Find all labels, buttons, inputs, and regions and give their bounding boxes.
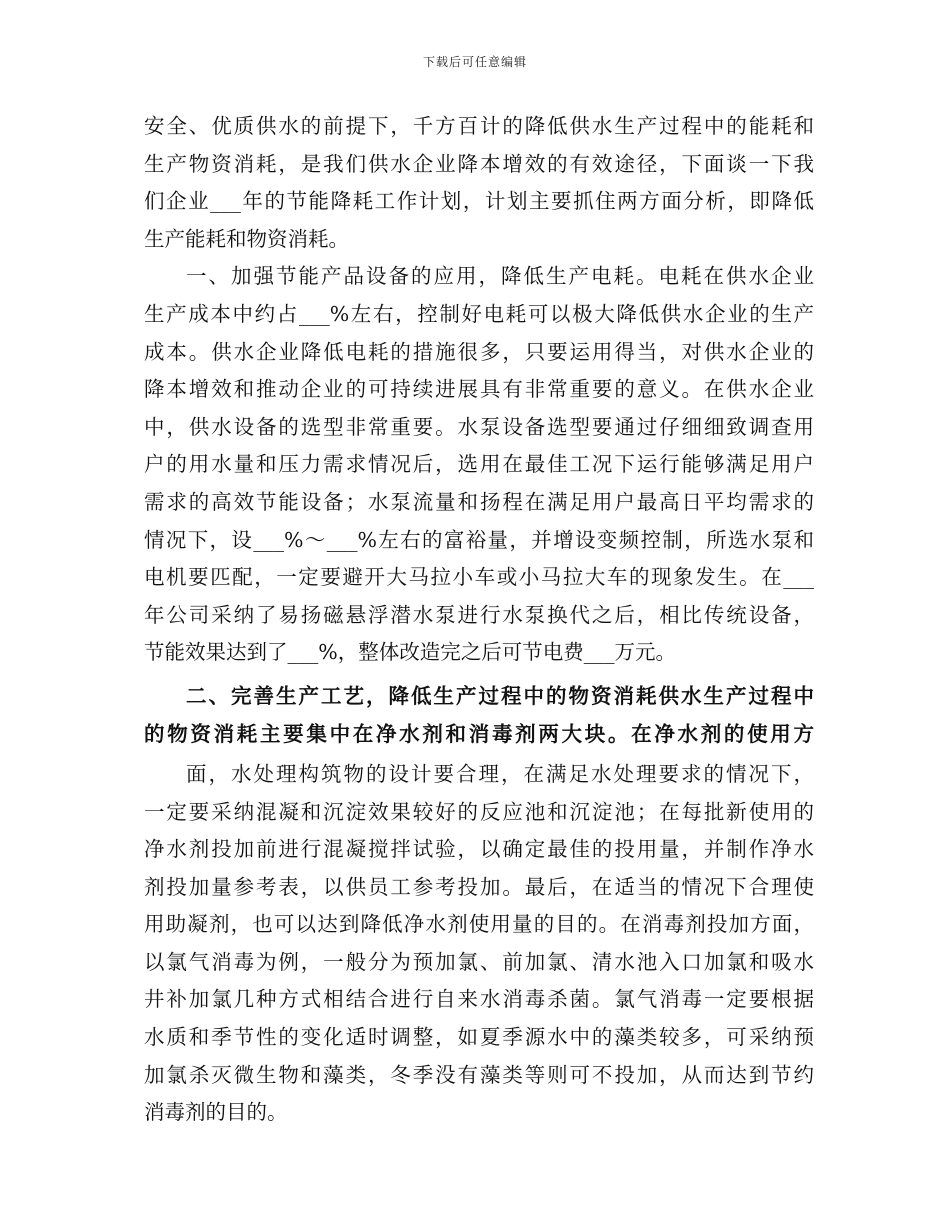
text-line: 情况下，设___%～___%左右的富裕量，并增设变频控制，所选水泵和: [144, 527, 814, 552]
text-line: 剂投加量参考表，以供员工参考投加。最后，在适当的情况下合理使: [144, 874, 814, 899]
text-line: 需求的高效节能设备；水泵流量和扬程在满足用户最高日平均需求的: [144, 489, 814, 514]
text-line: 水质和季节性的变化适时调整，如夏季源水中的藻类较多，可采纳预: [144, 1025, 814, 1050]
text-line: 一定要采纳混凝和沉淀效果较好的反应池和沉淀池；在每批新使用的: [144, 799, 814, 824]
text-line: 生产能耗和物资消耗。: [144, 226, 349, 251]
text-line: 生产成本中约占___%左右，控制好电耗可以极大降低供水企业的生产: [144, 301, 814, 326]
text-line: 成本。供水企业降低电耗的措施很多，只要运用得当，对供水企业的: [144, 339, 814, 364]
text-line: 节能效果达到了___%，整体改造完之后可节电费___万元。: [144, 640, 676, 665]
section2-heading: [144, 677, 814, 753]
paragraph-section1: [144, 258, 814, 672]
heading-line: 二、完善生产工艺，降低生产过程中的物资消耗供水生产过程中: [186, 683, 814, 708]
text-line: 以氯气消毒为例，一般分为预加氯、前加氯、清水池入口加氯和吸水: [144, 949, 814, 974]
text-line: 户的用水量和压力需求情况后，选用在最佳工况下运行能够满足用户: [144, 452, 814, 477]
paragraph-section2: [144, 756, 814, 1132]
heading-line: 的物资消耗主要集中在净水剂和消毒剂两大块。在净水剂的使用方: [144, 721, 814, 746]
page-header: 下载后可任意编辑: [422, 55, 527, 69]
text-line: 年公司采纳了易扬磁悬浮潜水泵进行水泵换代之后，相比传统设备，: [144, 602, 814, 627]
text-line: 中，供水设备的选型非常重要。水泵设备选型要通过仔细细致调查用: [144, 414, 814, 439]
document-body: [144, 108, 814, 1132]
text-line: 电机要匹配，一定要避开大马拉小车或小马拉大车的现象发生。在___: [144, 565, 814, 590]
text-line: 降本增效和推动企业的可持续进展具有非常重要的意义。在供水企业: [144, 377, 814, 402]
paragraph-intro: [144, 108, 814, 258]
text-line: 净水剂投加前进行混凝搅拌试验，以确定最佳的投用量，并制作净水: [144, 837, 814, 862]
text-line: 们企业___年的节能降耗工作计划，计划主要抓住两方面分析，即降低: [144, 189, 814, 214]
text-line: 生产物资消耗，是我们供水企业降本增效的有效途径，下面谈一下我: [144, 151, 814, 176]
text-line: 消毒剂的目的。: [144, 1100, 288, 1125]
text-line: 用助凝剂，也可以达到降低净水剂使用量的目的。在消毒剂投加方面，: [144, 912, 814, 937]
text-line: 一、加强节能产品设备的应用，降低生产电耗。电耗在供水企业: [186, 264, 814, 289]
text-line: 安全、优质供水的前提下，千方百计的降低供水生产过程中的能耗和: [144, 114, 814, 138]
text-line: 面，水处理构筑物的设计要合理，在满足水处理要求的情况下，: [186, 761, 814, 786]
text-line: 加氯杀灭微生物和藻类，冬季没有藻类等则可不投加，从而达到节约: [144, 1062, 814, 1087]
text-line: 井补加氯几种方式相结合进行自来水消毒杀菌。氯气消毒一定要根据: [144, 987, 814, 1012]
